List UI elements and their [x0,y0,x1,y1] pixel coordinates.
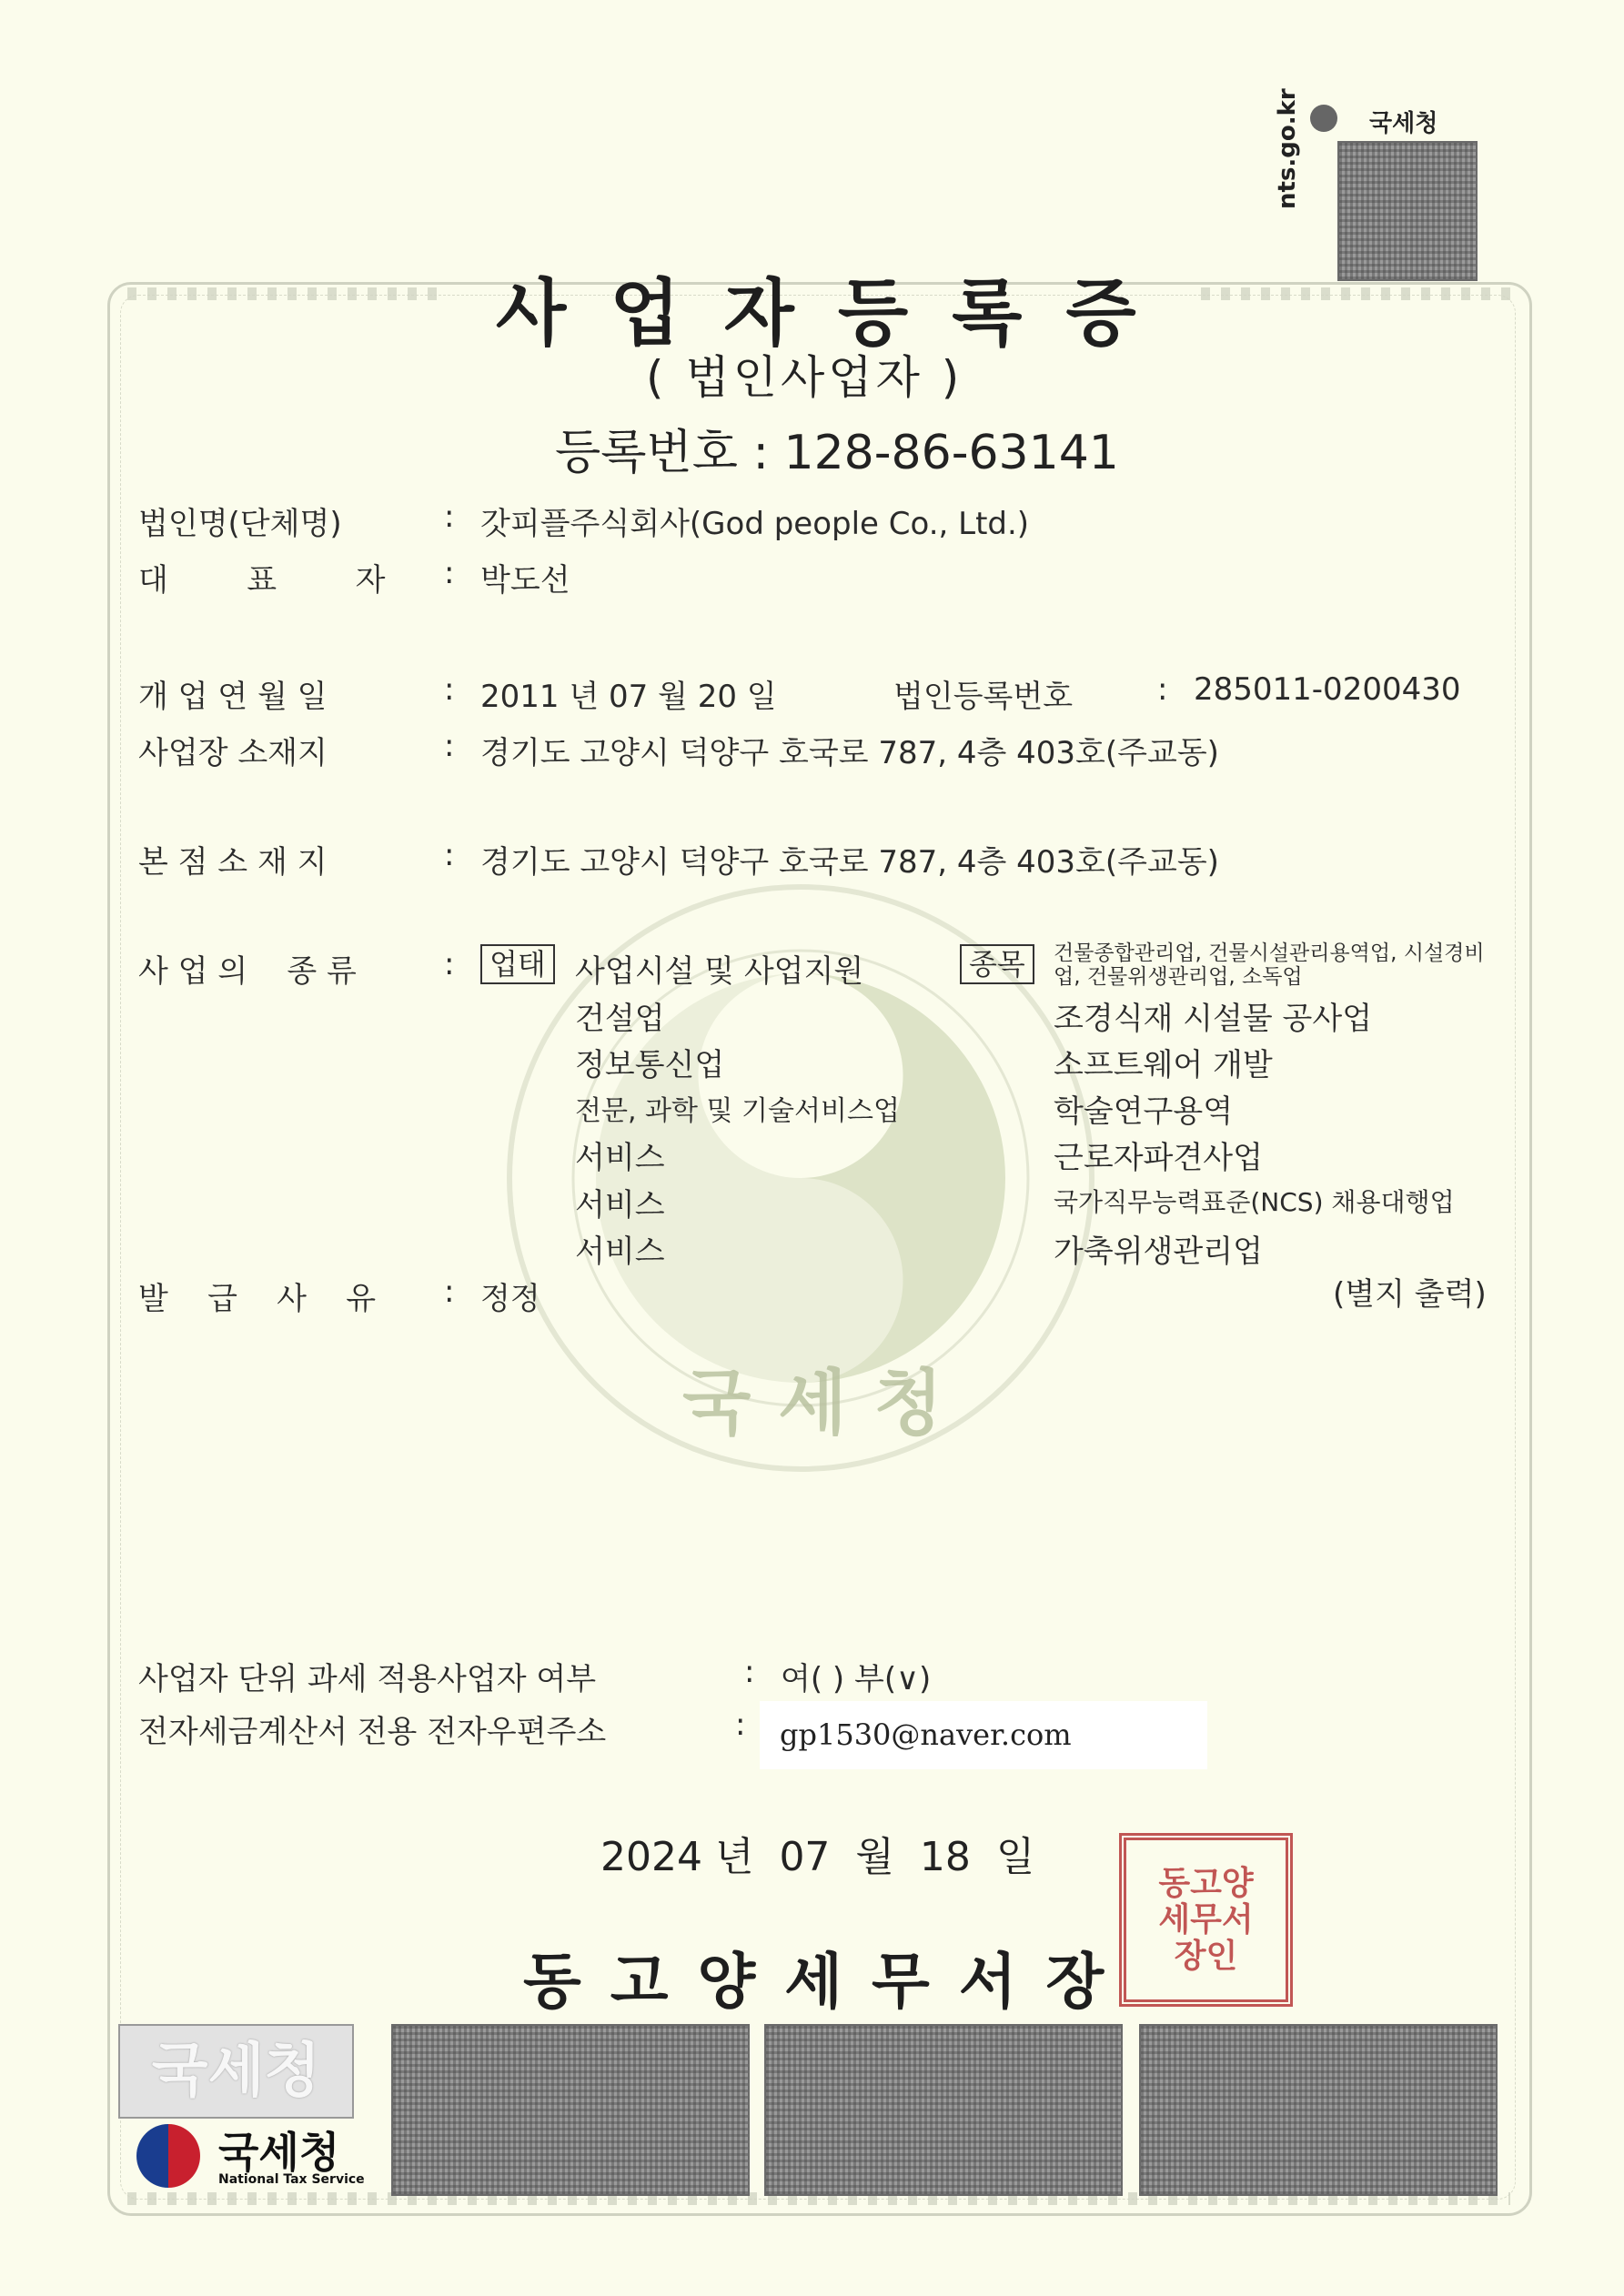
uptae-item: 정보통신업 [575,1047,725,1083]
nts-logo-icon [136,2124,200,2188]
open-date-label: 개 업 연 월 일 [138,679,328,715]
biz-type-label: 사 업 의 종 류 [138,953,357,990]
issue-reason-value: 정정 [480,1281,540,1317]
official-seal: 동고양세무서장인 [1119,1833,1293,2007]
rep-label: 대 표 자 [138,562,386,599]
jongmok-item: 조경식재 시설물 공사업 [1054,1001,1373,1037]
uptae-item: 서비스 [575,1234,665,1270]
jongmok-item: 국가직무능력표준(NCS) 채용대행업 [1054,1187,1455,1217]
border-pattern [127,287,437,300]
nts-logo-text: 국세청 [218,2128,340,2177]
biz-location-value: 경기도 고양시 덕양구 호국로 787, 4층 403호(주교동) [480,735,1219,771]
barcode-block [391,2024,750,2196]
barcode-block [764,2024,1123,2196]
email-label: 전자세금계산서 전용 전자우편주소 [138,1714,607,1750]
rep-value: 박도선 [480,562,570,599]
uptae-item: 서비스 [575,1187,665,1224]
nts-logo-text: 국세청 [1369,110,1438,137]
corp-name-value: 갓피플주식회사(God people Co., Ltd.) [480,506,1030,542]
corp-reg-label: 법인등록번호 [893,679,1074,715]
hq-location-label: 본 점 소 재 지 [138,844,328,881]
nts-logo-subtext: National Tax Service [218,2172,365,2187]
hq-location-value: 경기도 고양시 덕양구 호국로 787, 4층 403호(주교동) [480,844,1219,881]
uptae-item: 서비스 [575,1140,665,1176]
registration-number-row [555,414,1119,482]
tax-unit-label: 사업자 단위 과세 적용사업자 여부 [138,1661,597,1697]
email-value: gp1530@naver.com [760,1701,1207,1769]
biz-location-label: 사업장 소재지 [138,735,328,771]
jongmok-item: 가축위생관리업 [1054,1234,1263,1270]
issue-reason-label: 발 급 사 유 [138,1281,377,1317]
nts-url: nts.go.kr [1274,88,1301,209]
border-pattern [1201,287,1510,300]
registration-number-label: 등록번호 : [555,426,769,480]
watermark-text: 국세청 [682,1363,971,1445]
uptae-item: 건설업 [575,1001,665,1037]
corp-reg-value: 285011-0200430 [1194,671,1461,708]
uptae-item: 전문, 과학 및 기술서비스업 [575,1095,900,1127]
header-qr-code [1337,141,1478,281]
issue-date: 2024 년 07 월 18 일 [600,1834,1035,1880]
jongmok-item: 건물종합관리업, 건물시설관리용역업, 시설경비업, 건물위생관리업, 소독업 [1054,942,1485,989]
tax-unit-value: 여( ) 부(∨) [781,1661,932,1697]
document-subtitle: ( 법인사업자 ) [646,351,963,404]
open-date-value: 2011 년 07 월 20 일 [480,679,777,715]
uptae-item: 사업시설 및 사업지원 [575,953,864,990]
jongmok-box-label: 종목 [960,944,1034,984]
nts-mascot-icon [1310,105,1337,132]
nts-stamp: 국세청 [118,2024,354,2119]
registration-number: 128-86-63141 [783,426,1119,480]
issuing-office: 동고양세무서장 [523,1947,1134,2017]
uptae-box-label: 업태 [480,944,555,984]
jongmok-item: 학술연구용역 [1054,1093,1234,1130]
jongmok-item: 근로자파견사업 [1054,1140,1263,1176]
separate-print-note: (별지 출력) [1333,1276,1487,1313]
document-title: 사업자등록증 [496,271,1180,356]
barcode-block [1139,2024,1498,2196]
jongmok-item: 소프트웨어 개발 [1054,1047,1273,1083]
corp-name-label: 법인명(단체명) [138,506,342,542]
